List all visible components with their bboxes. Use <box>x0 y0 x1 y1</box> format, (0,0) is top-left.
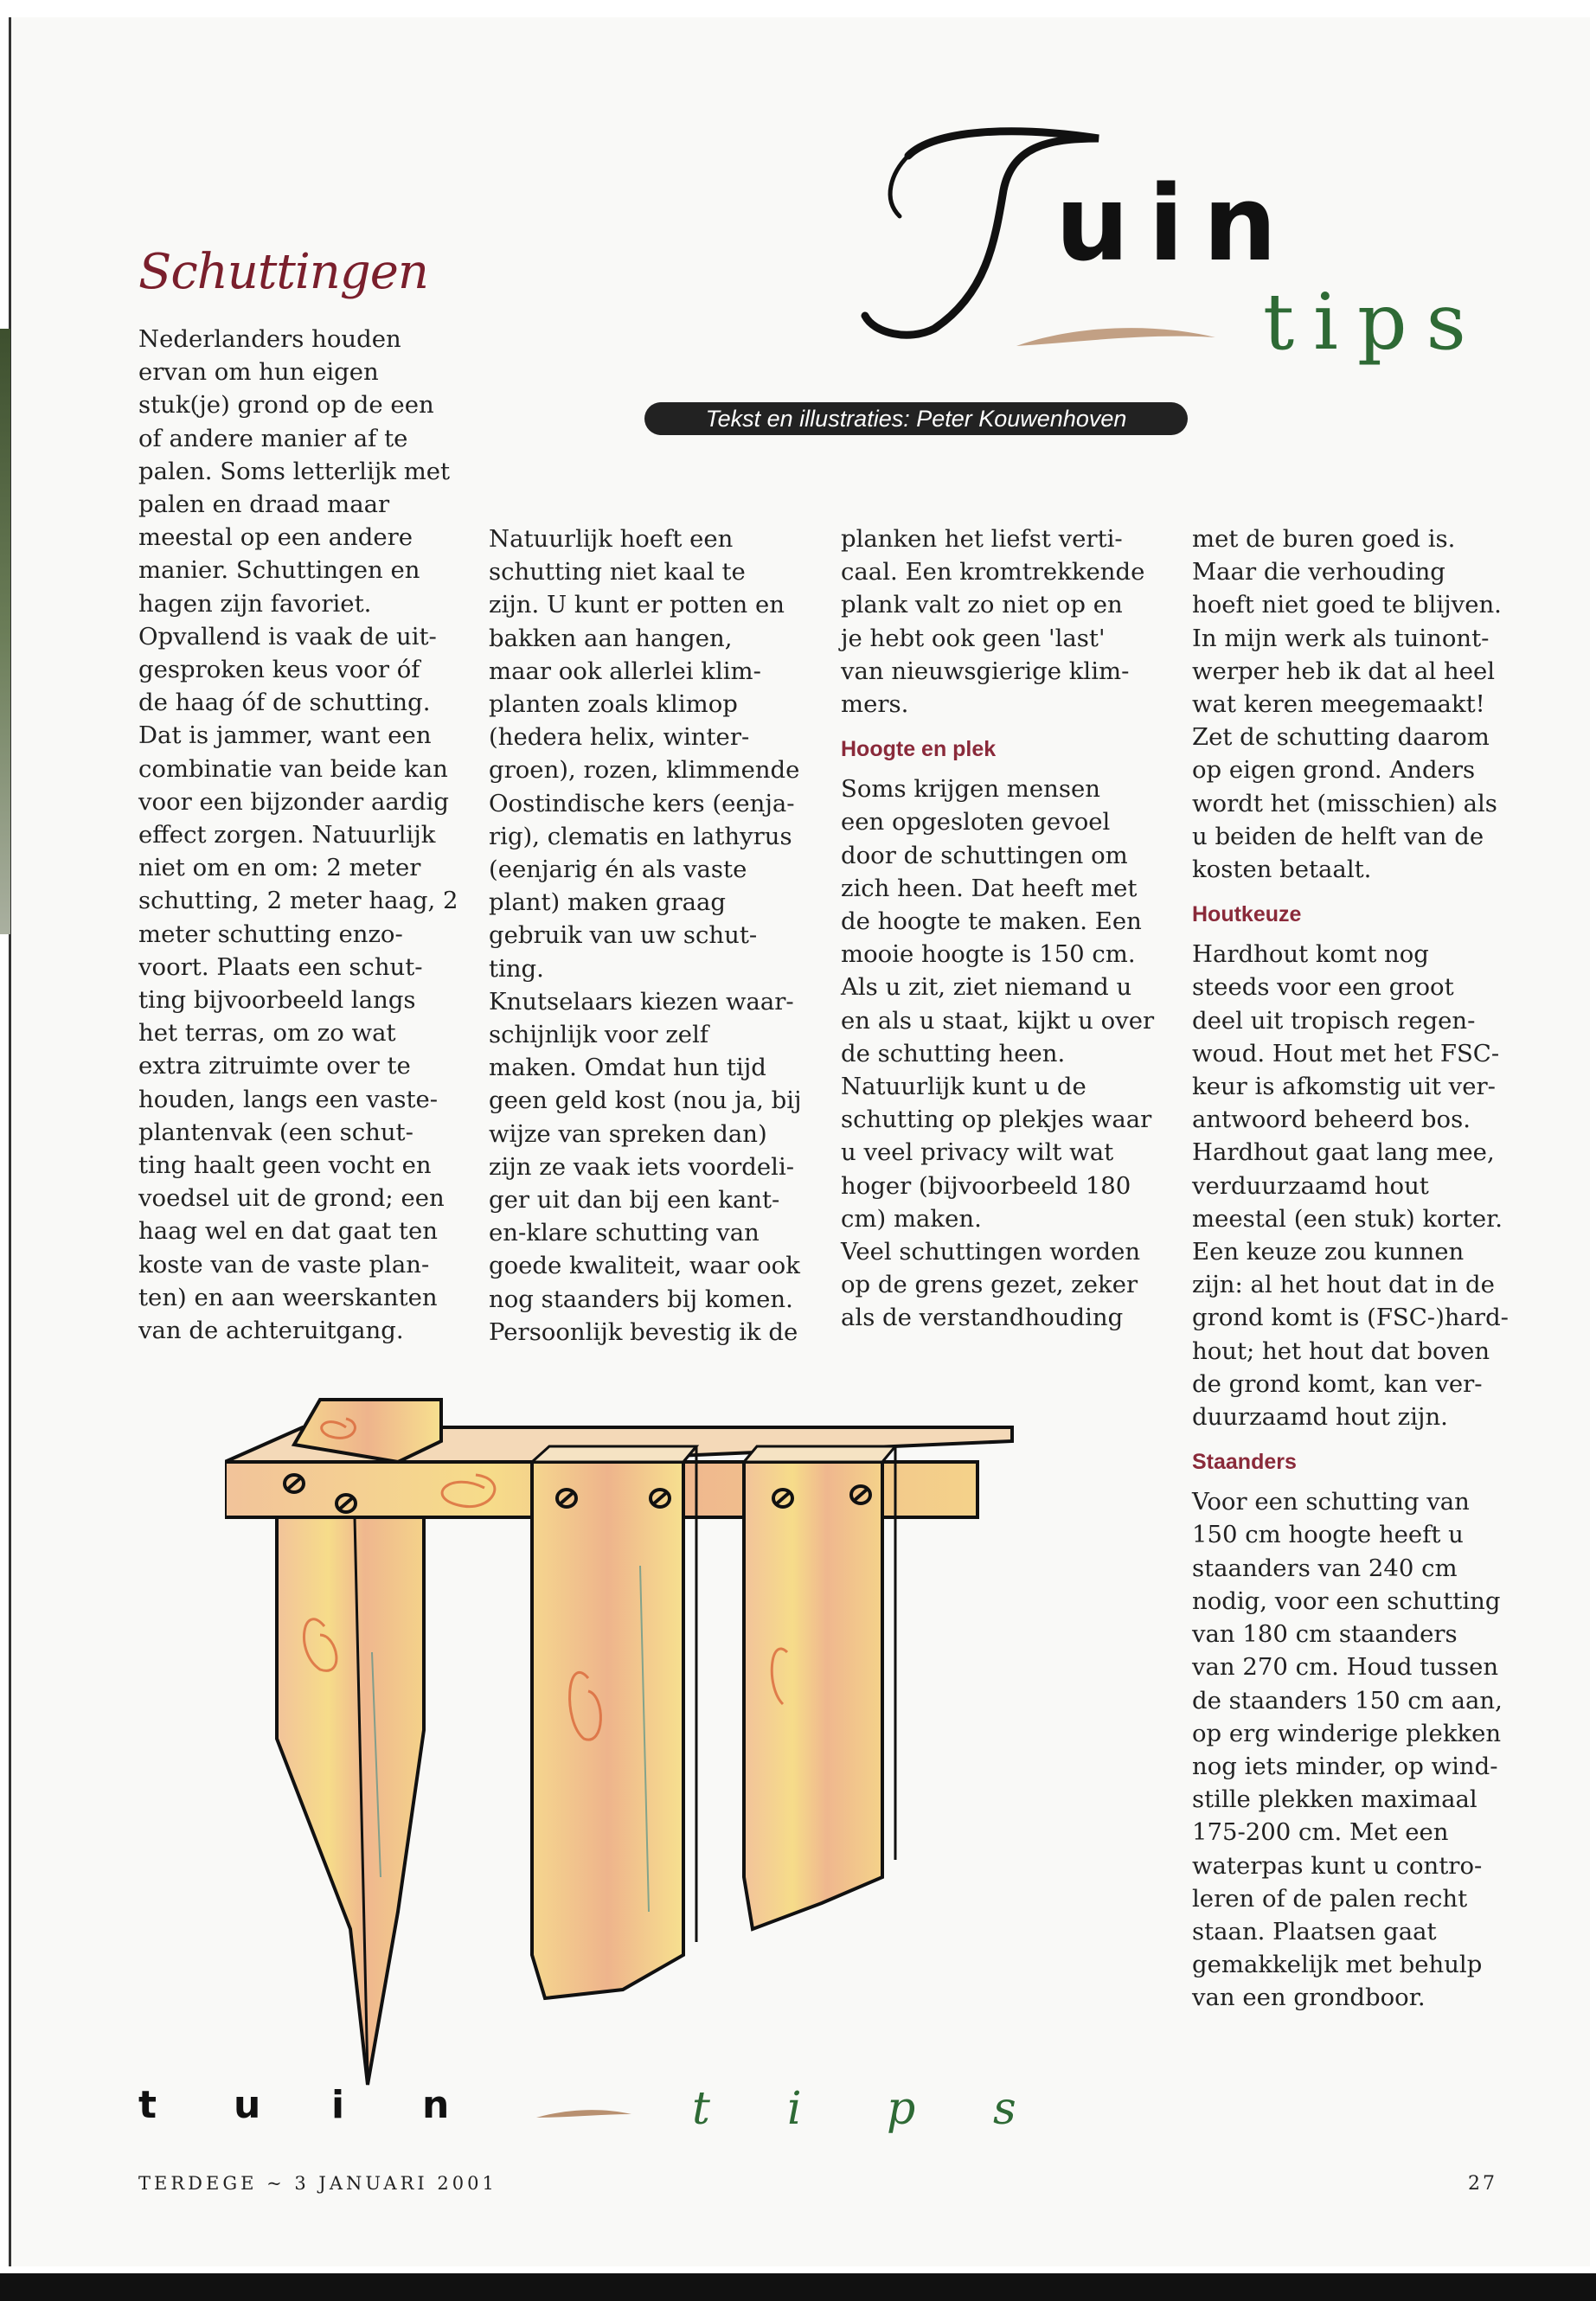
column-1-text: Nederlanders houden ervan om hun eigen stuk(je) grond op de een of andere manier af te palen. Soms letterlijk met palen en draad maar meestal op een andere manier. Schuttingen en hagen zijn favoriet. Opvallend is vaak de uit- gesproken keus voor óf de haag óf de schutting. Dat is jammer, want een combinatie van beide kan voor een bijzonder aardig effect zorgen. Natuurlijk niet om en om: 2 meter schutting, 2 meter haag, 2 meter schutting enzo- voort. Plaats een schut- ting bijvoorbeeld langs het terras, om zo wat extra zitruimte over te houden, langs een vaste- plantenvak (een schut- ting haalt geen vocht en voedsel uit de grond; een haag wel en dat gaat ten koste van de vaste plan- ten) en aan weerskanten van de achteruitgang. <box>138 325 458 1345</box>
logo-word-uin: uin <box>1055 164 1296 285</box>
article-column-4 <box>1192 522 1538 2015</box>
heading-staanders: Staanders <box>1192 1450 1297 1475</box>
footer-tuin-n: n <box>422 2083 450 2127</box>
footer-brush-stroke <box>532 2100 636 2126</box>
footer-magazine-date: TERDEGE ~ 3 JANUARI 2001 <box>138 2173 497 2194</box>
footer-tuin-u: u <box>234 2083 261 2127</box>
footer-tips-t: t <box>692 2083 710 2135</box>
heading-houtkeuze: Houtkeuze <box>1192 902 1302 927</box>
article-column-1 <box>138 323 467 1347</box>
logo-word-tips: tips <box>1263 277 1485 368</box>
column-3-text-a: planken het liefst verti- caal. Een kromtrekkende plank valt zo niet op en je hebt ook geen 'last' van nieuwsgierige klim- mers. <box>841 525 1145 719</box>
byline: Tekst en illustraties: Peter Kouwenhoven <box>644 402 1188 435</box>
column-4-text-b: Hardhout komt nog steeds voor een groot deel uit tropisch regen- woud. Hout met het FSC- keur is afkomstig uit ver- antwoord beheerd bos. Hardhout gaat lang mee, verduurzaamd hout meestal (een stuk) korter. Een keuze zou kunnen zijn: al het hout dat in de grond komt is (FSC-)hard- hout; het hout dat boven de grond komt, kan ver- duurzaamd hout zijn. <box>1192 940 1509 1432</box>
footer-tips-s: s <box>993 2083 1016 2135</box>
article-title: Schuttingen <box>138 244 428 300</box>
article-column-3 <box>841 522 1170 1335</box>
column-4-text-a: met de buren goed is. Maar die verhouding hoeft niet goed te blijven. In mijn werk als tuinont- werper heb ik dat al heel wat keren meegemaakt! Zet de schutting daarom op eigen grond. Anders wordt het (misschien) als u beiden de helft van de kosten betaalt. <box>1192 525 1502 884</box>
fence-illustration <box>225 1393 1021 2119</box>
logo-brush-stroke <box>1012 307 1220 359</box>
scan-bottom-edge <box>0 2273 1596 2301</box>
column-3-text-b: Soms krijgen mensen een opgesloten gevoel door de schuttingen om zich heen. Dat heeft met de hoogte te maken. Een mooie hoogte is 150 cm. Als u zit, ziet niemand u en als u staat, kijkt u over de schutting heen. Natuurlijk kunt u de schutting op plekjes waar u veel privacy wilt wat hoger (bijvoorbeeld 180 cm) maken. Veel schuttingen worden op de grens gezet, zeker als de verstandhouding <box>841 775 1155 1332</box>
footer-tuin-t: t <box>138 2083 157 2127</box>
page-edge-photo-strip <box>0 329 10 934</box>
article-column-2 <box>489 522 817 1349</box>
heading-hoogte-en-plek: Hoogte en plek <box>841 737 997 762</box>
footer-tuin-i: i <box>331 2083 345 2127</box>
column-4-text-c: Voor een schutting van 150 cm hoogte heeft u staanders van 240 cm nodig, voor een schutting van 180 cm staanders van 270 cm. Houd tussen de staanders 150 cm aan, op erg winderige plekken nog iets minder, op wind- stille plekken maximaal 175-200 cm. Met een waterpas kunt u contro- leren of de palen recht staan. Plaatsen gaat gemakkelijk met behulp van een grondboor. <box>1192 1488 1503 2012</box>
column-2-text: Natuurlijk hoeft een schutting niet kaal te zijn. U kunt er potten en bakken aan hangen, maar ook allerlei klim- planten zoals klimop (hedera helix, winter- groen), rozen, klimmende Oostindische kers (eenja- rig), clematis en lathyrus (eenjarig én als vaste plant) maken graag gebruik van uw schut- ting. Knutselaars kiezen waar- schijnlijk voor zelf maken. Omdat hun tijd geen geld kost (nou ja, bij wijze van spreken dan) zijn ze vaak iets voordeli- ger uit dan bij een kant- en-klare schutting van goede kwaliteit, waar ook nog staanders bij komen. Persoonlijk bevestig ik de <box>489 525 802 1346</box>
page-number: 27 <box>1468 2173 1497 2195</box>
footer-tips-i: i <box>787 2083 802 2135</box>
footer-tips-p: p <box>887 2083 916 2135</box>
